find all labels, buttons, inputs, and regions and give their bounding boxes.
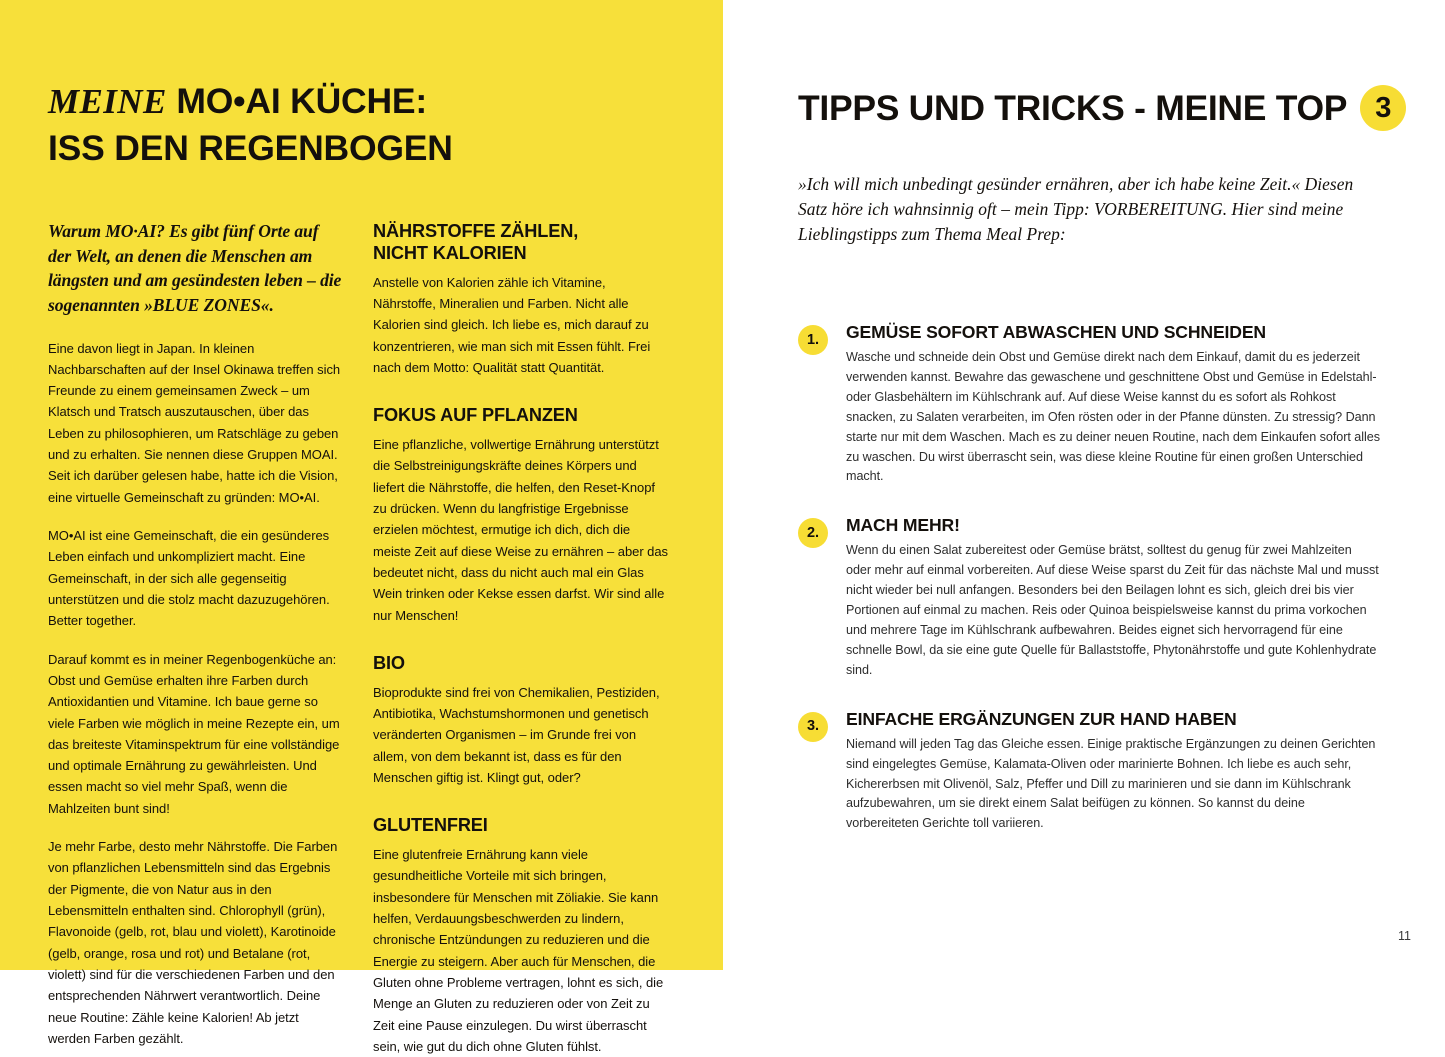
left-column-two bbox=[373, 219, 668, 1054]
tip-heading: MACH MEHR! bbox=[846, 515, 960, 536]
left-page bbox=[0, 0, 723, 1054]
page-title-line2: ISS DEN REGENBOGEN bbox=[48, 127, 453, 168]
right-page bbox=[723, 0, 1445, 970]
tip-number-badge: 2. bbox=[798, 518, 828, 548]
section-body-fokus: Eine pflanzliche, vollwertige Ernährung unterstützt die Selbstreinigungskräfte deines Körpers und liefert die Nährstoffe, die helfen, den Reset-Knopf zu drücken. Wenn du langfristige Ergebnisse erzielen möchtest, ermutige ich dich, dich die meiste Zeit auf diese Weise zu ernähren – aber das bedeutet nicht, dass du nicht auch mal ein Glas Wein trinken oder Kekse essen darfst. Wir sind alle nur Menschen! bbox=[373, 437, 668, 623]
tip-paragraph: Niemand will jeden Tag das Gleiche essen. Einige praktische Ergänzungen zu deinen Gerichten sind eingelegtes Gemüse, Kalamata-Oliven oder marinierte Bohnen. Ich liebe es auch sehr, Kichererbsen mit Olivenöl, Salz, Pfeffer und Dill zu marinieren und sie dann im Kühlschrank aufzubewahren, um sie direkt einem Salat beifügen zu können. So kannst du deine vorbereiteten Gerichte toll variieren. bbox=[846, 736, 1376, 831]
section-body-naehrstoffe: Anstelle von Kalorien zähle ich Vitamine, Nährstoffe, Mineralien und Farben. Nicht alle Kalorien sind gleich. Ich liebe es, mich darauf zu konzentrieren, wie man sich mit Essen fühlt. Frei nach dem Motto: Qualität statt Quantität. bbox=[373, 274, 651, 375]
section-heading-glutenfrei: GLUTENFREI bbox=[373, 815, 488, 836]
left-page-columns bbox=[48, 219, 668, 1054]
tip-content bbox=[846, 515, 1380, 680]
section-body-bio: Bioprodukte sind frei von Chemikalien, Pestiziden, Antibiotika, Wachstumshormonen und genetisch veränderten Organismen – im Grunde frei von allem, von dem bekannt ist, dass es für den Menschen giftig ist. Klingt gut, oder? bbox=[373, 684, 660, 785]
tips-intro-quote: »Ich will mich unbedingt gesünder ernähren, aber ich habe keine Zeit.« Diesen Satz höre ich wahnsinnig oft – mein Tipp: VORBEREITUNG. Hier sind meine Lieblingstipps zum Thema Meal Prep: bbox=[798, 174, 1354, 244]
section-heading-bio: BIO bbox=[373, 652, 405, 673]
body-paragraph: Darauf kommt es in meiner Regenbogenküche an: Obst und Gemüse erhalten ihre Farben durch Antioxidantien und Vitamine. Ich baue gerne so viele Farben wie möglich in meine Rezepte ein, um das breiteste Vitaminspektrum für eine vollständige und optimale Ernährung zu gewährleisten. Und essen macht so viel mehr Spaß, wenn die Mahlzeiten bunt sind! bbox=[48, 651, 340, 816]
page-title-italic-word: MEINE bbox=[48, 82, 167, 121]
tip-heading: EINFACHE ERGÄNZUNGEN ZUR HAND HABEN bbox=[846, 708, 1237, 729]
tip-content bbox=[846, 709, 1380, 835]
tip-number-badge: 1. bbox=[798, 325, 828, 355]
tip-content bbox=[846, 322, 1380, 487]
tips-page-title-text: TIPPS UND TRICKS - MEINE TOP bbox=[798, 87, 1348, 128]
section-body-glutenfrei: Eine glutenfreie Ernährung kann viele gesundheitliche Vorteile mit sich bringen, insbesondere für Menschen mit Zöliakie. Sie kann helfen, Verdauungsbeschwerden zu lindern, chronische Entzündungen zu reduzieren und die Energie zu steigern. Aber auch für Menschen, die Gluten ohne Probleme vertragen, lohnt es sich, die Menge an Gluten zu reduzieren oder von Zeit zu Zeit eine Pause einzulegen. Du wirst überrascht sein, wie gut du dich ohne Gluten fühlst. bbox=[373, 847, 664, 1054]
tip-number-badge: 3. bbox=[798, 712, 828, 742]
page-title-line1-rest: MO•AI KÜCHE: bbox=[166, 81, 428, 121]
tip-heading: GEMÜSE SOFORT ABWASCHEN UND SCHNEIDEN bbox=[846, 322, 1266, 342]
list-item bbox=[798, 322, 1380, 487]
list-item bbox=[798, 709, 1380, 835]
body-paragraph: MO•AI ist eine Gemeinschaft, die ein gesünderes Leben einfach und unkompliziert macht. Eine Gemeinschaft, in der sich alle gegenseitig unterstützen und die stolz macht dazuzugehören. Better together. bbox=[48, 528, 330, 629]
top-count-badge: 3 bbox=[1360, 85, 1406, 131]
body-paragraph: Eine davon liegt in Japan. In kleinen Nachbarschaften auf der Insel Okinawa treffen sich Freunde zu einem gemeinsamen Zweck – um Klatsch und Tratsch auszutauschen, über das Leben zu philosophieren, um Ratschläge zu geben und zu erhalten. Sie nennen diese Gruppen MOAI. Seit ich darüber gelesen habe, hatte ich die Vision, eine virtuelle Gemeinschaft zu gründen: MO•AI. bbox=[48, 340, 341, 505]
intro-lead-paragraph: Warum MO·AI? Es gibt fünf Orte auf der Welt, an denen die Menschen am längsten und am gesündesten leben – die sogenannten »BLUE ZONES«. bbox=[48, 221, 342, 315]
page-title bbox=[48, 78, 688, 171]
tips-page-title bbox=[798, 85, 1406, 131]
section-heading-naehrstoffe: NÄHRSTOFFE ZÄHLEN, NICHT KALORIEN bbox=[373, 221, 579, 263]
body-paragraph: Je mehr Farbe, desto mehr Nährstoffe. Die Farben von pflanzlichen Lebensmitteln sind das Ergebnis der Pigmente, die von Natur aus in den Lebensmitteln enthalten sind. Chlorophyll (grün), Flavonoide (gelb, rot, blau und violett), Karotinoide (gelb, orange, rosa und rot) und Betalane (rot, violett) sind für die verschiedenen Farben und den entsprechenden Nährwert verantwortlich. Deine neue Routine: Zähle keine Kalorien! Ab jetzt werden Farben gezählt. bbox=[48, 839, 338, 1046]
section-heading-fokus: FOKUS AUF PFLANZEN bbox=[373, 405, 578, 426]
page-number: 11 bbox=[1398, 929, 1411, 943]
left-column-one bbox=[48, 219, 343, 1046]
tip-paragraph: Wenn du einen Salat zubereitest oder Gemüse brätst, solltest du genug für zwei Mahlzeiten oder mehr auf einmal vorbereiten. Auf diese Weise sparst du Zeit für das nächste Mal und musst nicht wieder bei null anfangen. Besonders bei den Beilagen lohnt es sich, gleich drei bis vier Portionen auf einmal zu machen. Reis oder Quinoa beispielsweise kannst du prima vorkochen und mehrere Tage im Kühlschrank aufbewahren. Beides eignet sich hervorragend für eine schnelle Bowl, da sie eine gute Quelle für Ballaststoffe, Phytonährstoffe und gute Kohlenhydrate sind. bbox=[846, 543, 1379, 677]
tips-list bbox=[798, 322, 1380, 862]
tip-paragraph: Wasche und schneide dein Obst und Gemüse direkt nach dem Einkauf, damit du es jederzeit verwenden kannst. Bewahre das gewaschene und geschnittene Obst und Gemüse in Edelstahl- oder Glasbehältern im Kühlschrank auf. Auf diese Weise kannst du es sofort als Rohkost snacken, zu Salaten verarbeiten, im Ofen rösten oder in der Pfanne dünsten. Zu stressig? Dann starte nur mit dem Waschen. Mach es zu deiner neuen Routine, nach dem Einkaufen sofort alles zu waschen. Du wirst überrascht sein, was diese kleine Routine für einen großen Unterschied macht. bbox=[846, 350, 1380, 484]
list-item bbox=[798, 515, 1380, 680]
